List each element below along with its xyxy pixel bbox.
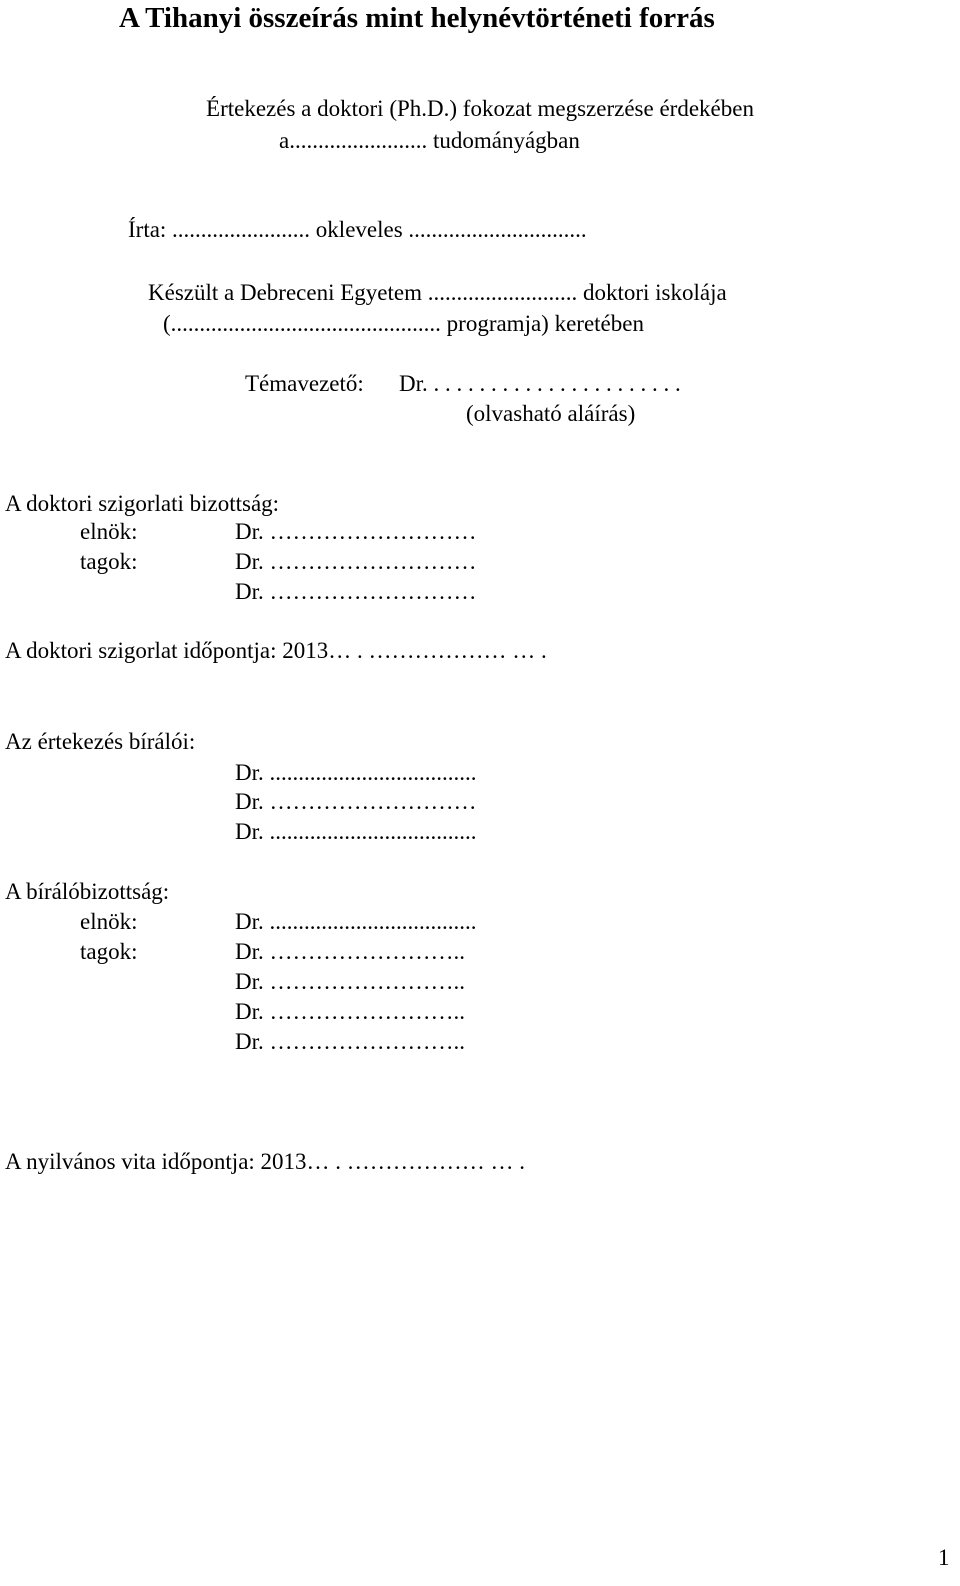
reviewers-heading: Az értekezés bírálói: — [5, 729, 196, 754]
reviewer-entry: Dr. ……………………… — [235, 789, 477, 814]
reviewer-entry: Dr. .................................... — [235, 819, 477, 844]
exam-chair-label: elnök: — [80, 519, 138, 544]
supervisor-value: Dr. . . . . . . . . . . . . . . . . . . . . . . — [399, 371, 681, 396]
review-member-entry: Dr. …………………….. — [235, 939, 465, 964]
exam-chair-entry: Dr. ……………………… — [235, 519, 477, 544]
review-chair-entry: Dr. .................................... — [235, 909, 477, 934]
exam-committee-heading: A doktori szigorlati bizottság: — [5, 491, 280, 516]
review-member-entry: Dr. …………………….. — [235, 999, 465, 1024]
defense-date-line: A nyilvános vita időpontja: 2013… . ……………… … . — [5, 1149, 526, 1174]
exam-member-entry: Dr. ……………………… — [235, 579, 477, 604]
review-committee-heading: A bírálóbizottság: — [5, 879, 170, 904]
review-member-entry: Dr. …………………….. — [235, 1029, 465, 1054]
institution-line: Készült a Debreceni Egyetem .......................... doktori iskolája — [148, 280, 727, 305]
review-member-entry: Dr. …………………….. — [235, 969, 465, 994]
exam-date-line: A doktori szigorlat időpontja: 2013… . ……………… … . — [5, 638, 547, 663]
exam-members-label: tagok: — [80, 549, 138, 574]
document-title: A Tihanyi összeírás mint helynévtörténeti forrás — [119, 2, 715, 34]
review-members-label: tagok: — [80, 939, 138, 964]
exam-member-entry: Dr. ……………………… — [235, 549, 477, 574]
thesis-discipline-line: a........................ tudományágban — [279, 128, 580, 153]
page-number: 1 — [938, 1545, 950, 1570]
programme-line: (............................................... programja) keretében — [163, 311, 644, 336]
review-chair-label: elnök: — [80, 909, 138, 934]
thesis-purpose-line: Értekezés a doktori (Ph.D.) fokozat megszerzése érdekében — [206, 96, 754, 121]
reviewer-entry: Dr. .................................... — [235, 760, 477, 785]
supervisor-label: Témavezető: — [245, 371, 364, 396]
author-line: Írta: ........................ okleveles ............................... — [128, 217, 587, 242]
signature-note: (olvasható aláírás) — [466, 401, 636, 426]
